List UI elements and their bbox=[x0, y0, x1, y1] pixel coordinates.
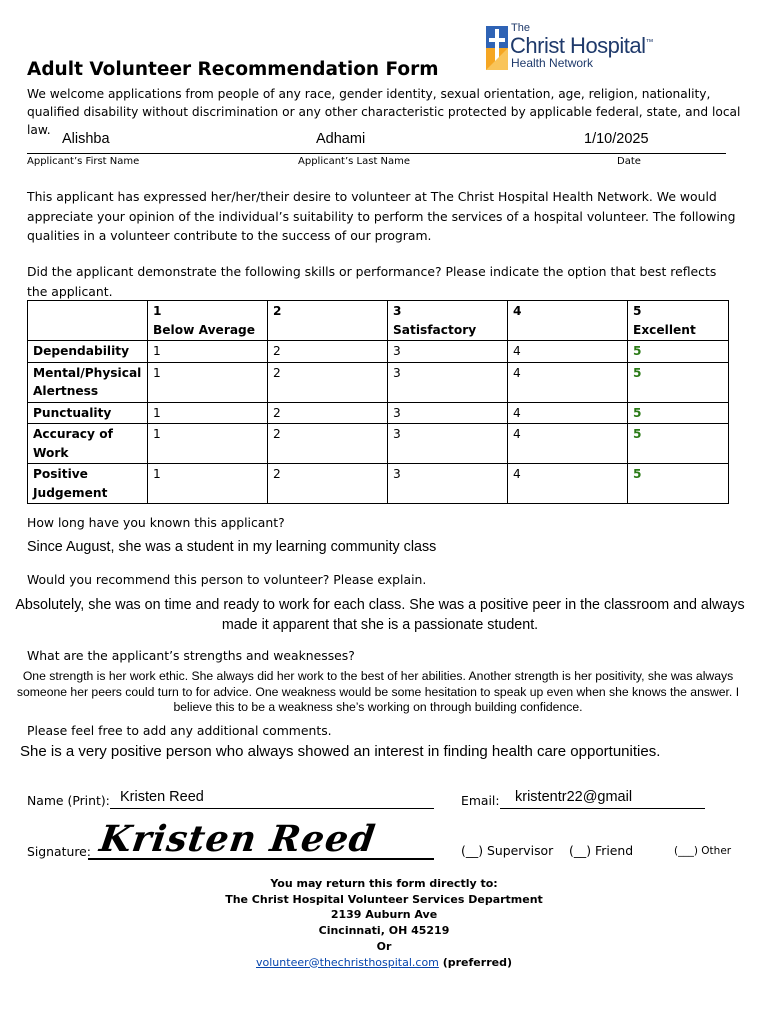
logo-name-text: Christ Hospital bbox=[510, 33, 646, 58]
rating-option-4[interactable]: 4 bbox=[508, 424, 628, 464]
intro-text: We welcome applications from people of any race, gender identity, sexual orientation, age, religion, nationality, qualified disability without discrimination or any other characteristic protected by applicable federal, state, and local law. bbox=[27, 87, 741, 137]
header-cell-3 bbox=[388, 301, 508, 341]
rating-option-3[interactable]: 3 bbox=[388, 341, 508, 363]
row-label: Positive Judgement bbox=[28, 464, 148, 504]
rating-option-1[interactable]: 1 bbox=[148, 402, 268, 424]
date-label: Date bbox=[617, 156, 641, 167]
row-label: Mental/Physical Alertness bbox=[28, 362, 148, 402]
table-row bbox=[28, 341, 729, 363]
table-row bbox=[28, 402, 729, 424]
preferred-note: (preferred) bbox=[442, 955, 512, 969]
answer-strengths[interactable]: One strength is her work ethic. She always did her work to the best of her abilities. Another strength is her positivity, she was always someone her peers could turn to for advice. One weakness would be some hesitation to speak up even when she knows the answer. I believe this to be a weakness she’s working on through building confidence. bbox=[16, 669, 740, 714]
row-label: Accuracy of Work bbox=[28, 424, 148, 464]
footer-line: You may return this form directly to: bbox=[270, 877, 498, 890]
intro-paragraph: This applicant has expressed her/her/their desire to volunteer at The Christ Hospital Health Network. We would appreciate your opinion of the individual’s suitability to perform the services of a hospital volunteer. The following qualities in a volunteer contribute to the success of our program. bbox=[27, 189, 736, 243]
rating-option-5-selected[interactable]: 5 bbox=[628, 402, 729, 424]
header-cell-5 bbox=[628, 301, 729, 341]
email-label: Email: bbox=[461, 793, 500, 808]
name-label: Name (Print): bbox=[27, 793, 110, 808]
footer-contact bbox=[0, 955, 768, 971]
rating-header-row bbox=[28, 301, 729, 341]
last-name-field[interactable]: Adhami bbox=[316, 131, 366, 147]
rating-option-2[interactable]: 2 bbox=[268, 402, 388, 424]
rating-option-5-selected[interactable]: 5 bbox=[628, 464, 729, 504]
rating-option-1[interactable]: 1 bbox=[148, 362, 268, 402]
rating-option-3[interactable]: 3 bbox=[388, 362, 508, 402]
footer-line: 2139 Auburn Ave bbox=[330, 908, 438, 922]
logo-the: The bbox=[511, 22, 530, 34]
volunteer-email-link[interactable]: volunteer@thechristhospital.com bbox=[256, 955, 439, 969]
supervisor-option[interactable]: (__) Supervisor bbox=[461, 843, 554, 858]
question-comments: Please feel free to add any additional comments. bbox=[27, 723, 332, 738]
footer-line: The Christ Hospital Volunteer Services Department bbox=[225, 892, 543, 906]
rating-option-2[interactable]: 2 bbox=[268, 464, 388, 504]
rating-option-5-selected[interactable]: 5 bbox=[628, 362, 729, 402]
instructions-paragraph: Did the applicant demonstrate the following skills or performance? Please indicate the option that best reflects the applicant. bbox=[27, 264, 717, 299]
rating-option-1[interactable]: 1 bbox=[148, 464, 268, 504]
header-num: 3 bbox=[393, 304, 402, 318]
rating-option-1[interactable]: 1 bbox=[148, 424, 268, 464]
other-option[interactable]: (___) Other bbox=[674, 845, 732, 857]
header-label: Satisfactory bbox=[393, 322, 477, 337]
first-name-field[interactable]: Alishba bbox=[62, 131, 110, 147]
signature-underline bbox=[88, 858, 434, 860]
rating-option-3[interactable]: 3 bbox=[388, 424, 508, 464]
footer-line: Or bbox=[376, 939, 392, 953]
rating-option-5-selected[interactable]: 5 bbox=[628, 424, 729, 464]
question-recommend: Would you recommend this person to volunteer? Please explain. bbox=[27, 572, 427, 587]
cross-logo-icon bbox=[486, 26, 508, 70]
rating-table bbox=[27, 300, 729, 504]
rating-option-4[interactable]: 4 bbox=[508, 464, 628, 504]
question-known-duration: How long have you known this applicant? bbox=[27, 515, 285, 530]
last-name-label: Applicant’s Last Name bbox=[298, 156, 411, 167]
name-underline bbox=[110, 808, 434, 809]
header-cell-1 bbox=[148, 301, 268, 341]
header-num: 5 bbox=[633, 304, 642, 318]
email-underline bbox=[500, 808, 705, 809]
answer-recommend[interactable]: Absolutely, she was on time and ready to work for each class. She was a positive peer in the classroom and always made it apparent that she is a passionate student. bbox=[15, 597, 745, 633]
rating-option-4[interactable]: 4 bbox=[508, 341, 628, 363]
email-field[interactable]: kristentr22@gmail bbox=[515, 789, 633, 805]
table-row bbox=[28, 424, 729, 464]
signature-image[interactable]: Kristen Reed bbox=[97, 818, 379, 860]
answer-known-duration[interactable]: Since August, she was a student in my learning community class bbox=[27, 539, 437, 555]
header-cell-4 bbox=[508, 301, 628, 341]
rating-option-5-selected[interactable]: 5 bbox=[628, 341, 729, 363]
friend-option[interactable]: (__) Friend bbox=[569, 843, 634, 858]
rating-option-2[interactable]: 2 bbox=[268, 362, 388, 402]
question-strengths: What are the applicant’s strengths and weaknesses? bbox=[27, 648, 355, 663]
rating-option-2[interactable]: 2 bbox=[268, 341, 388, 363]
row-label: Dependability bbox=[28, 341, 148, 363]
answer-comments[interactable]: She is a very positive person who always showed an interest in finding health care opportunities. bbox=[20, 743, 661, 760]
rating-option-3[interactable]: 3 bbox=[388, 464, 508, 504]
header-num: 1 bbox=[153, 304, 162, 318]
logo-sub: Health Network bbox=[511, 56, 594, 70]
header-cell-empty bbox=[28, 301, 148, 341]
first-name-label: Applicant’s First Name bbox=[27, 156, 140, 167]
row-label: Punctuality bbox=[28, 402, 148, 424]
header-num: 2 bbox=[273, 304, 282, 318]
table-row bbox=[28, 464, 729, 504]
name-field[interactable]: Kristen Reed bbox=[120, 789, 204, 805]
rating-option-3[interactable]: 3 bbox=[388, 402, 508, 424]
applicant-underline bbox=[27, 153, 726, 154]
rating-option-4[interactable]: 4 bbox=[508, 362, 628, 402]
table-row bbox=[28, 362, 729, 402]
signature-label: Signature: bbox=[27, 844, 91, 859]
rating-option-1[interactable]: 1 bbox=[148, 341, 268, 363]
logo-tm: ™ bbox=[645, 37, 654, 47]
form-title: Adult Volunteer Recommendation Form bbox=[27, 59, 439, 80]
header-num: 4 bbox=[513, 304, 522, 318]
header-cell-2 bbox=[268, 301, 388, 341]
header-label: Below Average bbox=[153, 322, 256, 337]
footer bbox=[0, 876, 768, 970]
rating-option-2[interactable]: 2 bbox=[268, 424, 388, 464]
date-field[interactable]: 1/10/2025 bbox=[584, 131, 649, 147]
rating-option-4[interactable]: 4 bbox=[508, 402, 628, 424]
header-label: Excellent bbox=[633, 322, 696, 337]
footer-line: Cincinnati, OH 45219 bbox=[318, 924, 450, 938]
